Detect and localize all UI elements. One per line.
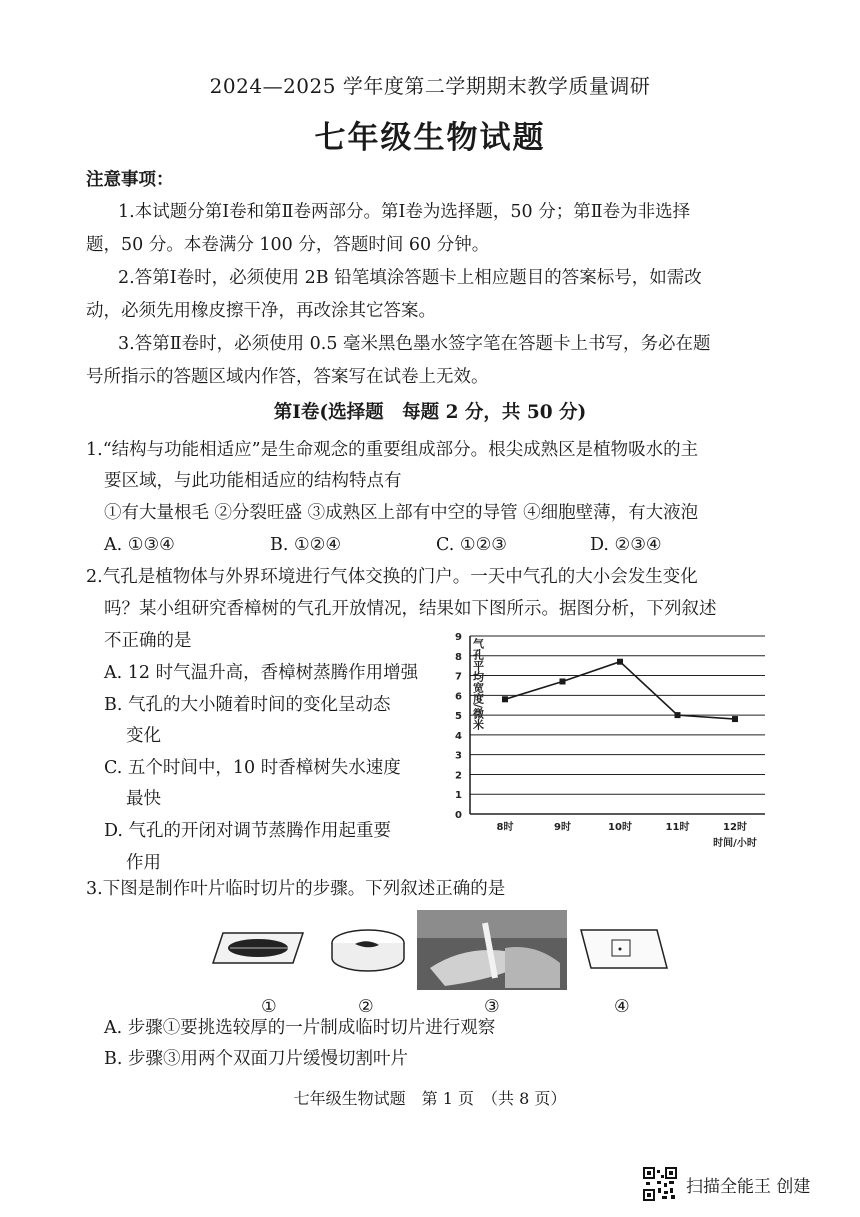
option-b: B. 气孔的大小随着时间的变化呈动态: [104, 695, 391, 715]
question-items: ①有大量根毛 ②分裂旺盛 ③成熟区上部有中空的导管 ④细胞壁薄，有大液泡: [104, 503, 699, 523]
step2-petri-dish: [332, 930, 404, 971]
scanner-watermark: [642, 1166, 842, 1202]
question-stem: 3.下图是制作叶片临时切片的步骤。下列叙述正确的是: [86, 879, 506, 899]
notes-line: 3.答第Ⅱ卷时，必须使用 0.5 毫米黑色墨水签字笔在答题卡上书写，务必在题: [118, 334, 711, 354]
data-point: [502, 696, 508, 702]
y-tick-label: 0: [455, 810, 462, 821]
step-label: ②: [358, 997, 374, 1017]
question-stem: 要区域，与此功能相适应的结构特点有: [104, 471, 402, 491]
y-axis-label: 气孔平均宽度/微米: [471, 638, 485, 731]
notes-line: 题，50 分。本卷满分 100 分，答题时间 60 分钟。: [86, 235, 490, 255]
x-tick-label: 10时: [608, 822, 632, 833]
option-a: A. ①③④: [104, 535, 175, 555]
notes-line: 1.本试题分第Ⅰ卷和第Ⅱ卷两部分。第Ⅰ卷为选择题，50 分；第Ⅱ卷为非选择: [118, 202, 691, 222]
question-stem: 吗？某小组研究香樟树的气孔开放情况，结果如下图所示。据图分析，下列叙述: [104, 599, 717, 619]
y-tick-label: 1: [455, 790, 462, 802]
y-tick-label: 5: [455, 711, 462, 723]
y-tick-label: 8: [455, 651, 462, 663]
question-stem: 不正确的是: [104, 631, 192, 651]
leaf-section-steps-figure: [205, 908, 675, 998]
y-tick-label: 9: [455, 632, 462, 643]
page-footer: 七年级生物试题 第 1 页 （共 8 页）: [293, 1089, 567, 1108]
y-tick-label: 3: [455, 750, 462, 762]
data-point: [560, 678, 566, 684]
step1-leaf-on-board: [213, 933, 303, 963]
notes-heading: 注意事项：: [86, 170, 174, 190]
option-a: A. 步骤①要挑选较厚的一片制成临时切片进行观察: [104, 1018, 496, 1038]
option-c-cont: 最快: [126, 789, 161, 809]
x-tick-label: 11时: [665, 822, 690, 833]
notes-line: 2.答第Ⅰ卷时，必须使用 2B 铅笔填涂答题卡上相应题目的答案标号，如需改: [118, 268, 702, 288]
stomata-line-chart: [430, 628, 780, 850]
option-c: C. ①②③: [436, 535, 507, 555]
exam-header: 2024—2025 学年度第二学期期末教学质量调研: [209, 74, 651, 98]
step4-slide: [581, 930, 667, 968]
y-tick-label: 4: [455, 730, 462, 742]
y-tick-label: 7: [455, 671, 462, 683]
option-c: C. 五个时间中，10 时香樟树失水速度: [104, 758, 401, 778]
section-title: 第Ⅰ卷(选择题 每题 2 分，共 50 分): [273, 402, 587, 423]
qr-code-icon: [642, 1166, 678, 1202]
option-a: A. 12 时气温升高，香樟树蒸腾作用增强: [104, 663, 419, 683]
question-stem: 2.气孔是植物体与外界环境进行气体交换的门户。一天中气孔的大小会发生变化: [86, 567, 698, 587]
option-b: B. ①②④: [270, 535, 342, 555]
page-title: 七年级生物试题: [314, 120, 546, 156]
series-points: [502, 659, 738, 722]
x-tick-label: 8时: [496, 822, 514, 833]
y-tick-label: 6: [455, 691, 462, 703]
option-d-cont: 作用: [126, 853, 161, 873]
watermark-text: 扫描全能王 创建: [686, 1177, 811, 1197]
y-tick-labels: [455, 632, 462, 821]
option-d: D. 气孔的开闭对调节蒸腾作用起重要: [104, 821, 392, 841]
option-d: D. ②③④: [590, 535, 662, 555]
series-line: [505, 662, 735, 719]
x-tick-labels: [497, 820, 747, 833]
data-point: [617, 659, 623, 665]
step-label: ③: [484, 997, 500, 1017]
x-axis-label: 时间/小时: [713, 838, 757, 849]
step3-cutting-photo: [417, 910, 567, 990]
step-label: ④: [614, 997, 630, 1017]
x-tick-label: 9时: [554, 822, 571, 833]
option-b: B. 步骤③用两个双面刀片缓慢切割叶片: [104, 1049, 408, 1069]
data-point: [675, 712, 681, 718]
x-tick-label: 12时: [723, 822, 747, 833]
question-stem: 1.“结构与功能相适应”是生命观念的重要组成部分。根尖成熟区是植物吸水的主: [86, 440, 699, 460]
notes-line: 动，必须先用橡皮擦干净，再改涂其它答案。: [86, 301, 436, 321]
y-tick-label: 2: [455, 770, 462, 782]
notes-line: 号所指示的答题区域内作答，答案写在试卷上无效。: [86, 367, 489, 387]
step-label: ①: [261, 997, 277, 1017]
data-point: [732, 716, 738, 722]
option-b-cont: 变化: [126, 726, 161, 746]
